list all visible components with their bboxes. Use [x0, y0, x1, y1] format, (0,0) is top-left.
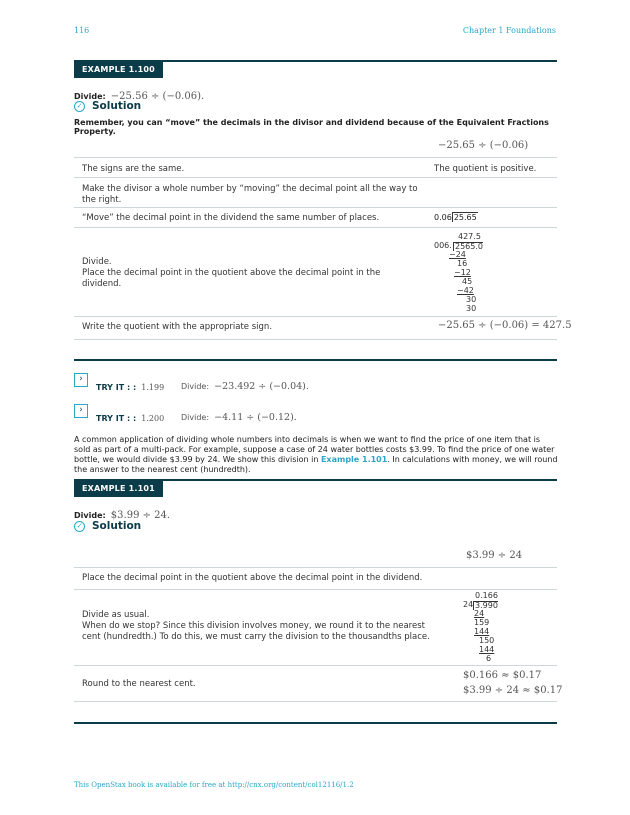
try-it-label: TRY IT : :: [96, 414, 137, 423]
division-line: 6: [486, 654, 492, 663]
divisor: 006.: [434, 241, 452, 250]
rounded-result: $0.166 ≈ $0.17: [463, 670, 542, 681]
division-line: −24: [449, 250, 466, 259]
example-badge: EXAMPLE 1.100: [74, 62, 163, 78]
final-result: $3.99 ÷ 24 ≈ $0.17: [463, 685, 563, 696]
row-divider: [74, 567, 557, 568]
division-line: 150: [479, 636, 495, 645]
row-divider: [74, 665, 557, 666]
quotient: 0.166: [475, 591, 498, 600]
row-divider: [74, 227, 557, 228]
step-text: Round to the nearest cent.: [82, 679, 196, 689]
row-divider: [74, 177, 557, 178]
division-line: −42: [457, 286, 474, 295]
division-line: 159: [474, 618, 490, 627]
problem-math: $3.99 ÷ 24.: [110, 510, 171, 521]
chevron-right-icon[interactable]: ›: [74, 404, 88, 418]
try-it-number: 1.200: [141, 414, 165, 423]
try-it-problem: [181, 405, 297, 424]
solution-intro: Remember, you can “move” the decimals in the divisor and dividend because of the Equivalent Fractions Property.: [74, 118, 549, 136]
solution-heading: Solution: [92, 520, 142, 532]
try-it-text: Divide:: [181, 413, 210, 422]
problem-math: −25.56 ÷ (−0.06).: [110, 91, 205, 102]
step-text: Divide as usual. When do we stop? Since this division involves money, we round it to the nearest cent (hundredth.) To do this, we must carry the division to the thousandths place.: [82, 610, 430, 642]
try-it-text: Divide:: [181, 382, 210, 391]
try-it-math: −23.492 ÷ (−0.04).: [214, 381, 309, 392]
try-it-problem: [181, 374, 309, 393]
final-result: −25.65 ÷ (−0.06) = 427.5: [438, 320, 572, 331]
try-it-math: −4.11 ÷ (−0.12).: [214, 412, 297, 423]
step-text: “Move” the decimal point in the dividend the same number of places.: [82, 213, 380, 223]
dividend: 3.990: [475, 601, 498, 610]
expression: $3.99 ÷ 24: [466, 550, 523, 561]
row-divider: [74, 207, 557, 208]
chevron-right-icon[interactable]: ›: [74, 373, 88, 387]
moved-decimal: [434, 213, 478, 222]
step-text: The signs are the same.: [82, 164, 185, 174]
try-it-1199: [96, 375, 164, 394]
row-divider: [74, 157, 557, 158]
try-it-label: TRY IT : :: [96, 383, 137, 392]
dividend: 2565.0: [455, 242, 483, 251]
division-line: 144: [474, 627, 490, 636]
problem-label: Divide:: [74, 511, 106, 520]
step-text: Divide. Place the decimal point in the quotient above the decimal point in the dividend.: [82, 257, 381, 289]
divisor: 24: [463, 600, 474, 609]
division-line: 24: [474, 609, 485, 618]
example-link[interactable]: Example 1.101: [320, 455, 388, 464]
division-line: 144: [479, 645, 495, 654]
example-bottom-rule: [74, 722, 557, 724]
paragraph-text: A common application of dividing whole numbers into decimals is when we want to find the price of one item that is sold as part of a multi-pack. For example, suppose a case of 24 water bottles costs $3.99. To find the price of one water bottle, we would divide $3.99 by 24. We show this division in: [74, 435, 555, 464]
try-it-1200: [96, 406, 164, 425]
check-circle-icon: ✓: [74, 101, 85, 112]
example-badge: EXAMPLE 1.101: [74, 481, 163, 497]
division-line: 45: [462, 277, 473, 286]
example-bottom-rule: [74, 359, 557, 361]
division-line: 30: [466, 304, 477, 313]
footer-note: This OpenStax book is available for free at http://cnx.org/content/col12116/1.2: [74, 781, 354, 789]
row-divider: [74, 339, 557, 340]
paragraph-text: . In calculations with money, we will round the answer to the nearest cent (hundredth).: [74, 455, 558, 474]
page-number: 116: [74, 26, 90, 35]
division-line: −12: [454, 268, 471, 277]
row-divider: [74, 589, 557, 590]
step-text: Make the divisor a whole number by “moving” the decimal point all the way to the right.: [82, 184, 418, 205]
row-divider: [74, 316, 557, 317]
quotient: 427.5: [458, 232, 481, 241]
step-text: Place the decimal point in the quotient above the decimal point in the dividend.: [82, 573, 423, 583]
step-text: Write the quotient with the appropriate sign.: [82, 322, 273, 332]
dividend: 25.65: [453, 213, 477, 222]
chapter-title: Chapter 1 Foundations: [462, 26, 556, 35]
check-circle-icon: ✓: [74, 521, 85, 532]
try-it-number: 1.199: [141, 383, 165, 392]
expression: −25.65 ÷ (−0.06): [438, 140, 529, 151]
divisor: 0.06: [434, 213, 452, 222]
body-paragraph: [74, 435, 558, 475]
step-result: The quotient is positive.: [434, 164, 537, 174]
division-line: 16: [457, 259, 468, 268]
solution-heading: Solution: [92, 100, 142, 112]
problem-label: Divide:: [74, 92, 106, 101]
division-line: 30: [466, 295, 477, 304]
row-divider: [74, 701, 557, 702]
